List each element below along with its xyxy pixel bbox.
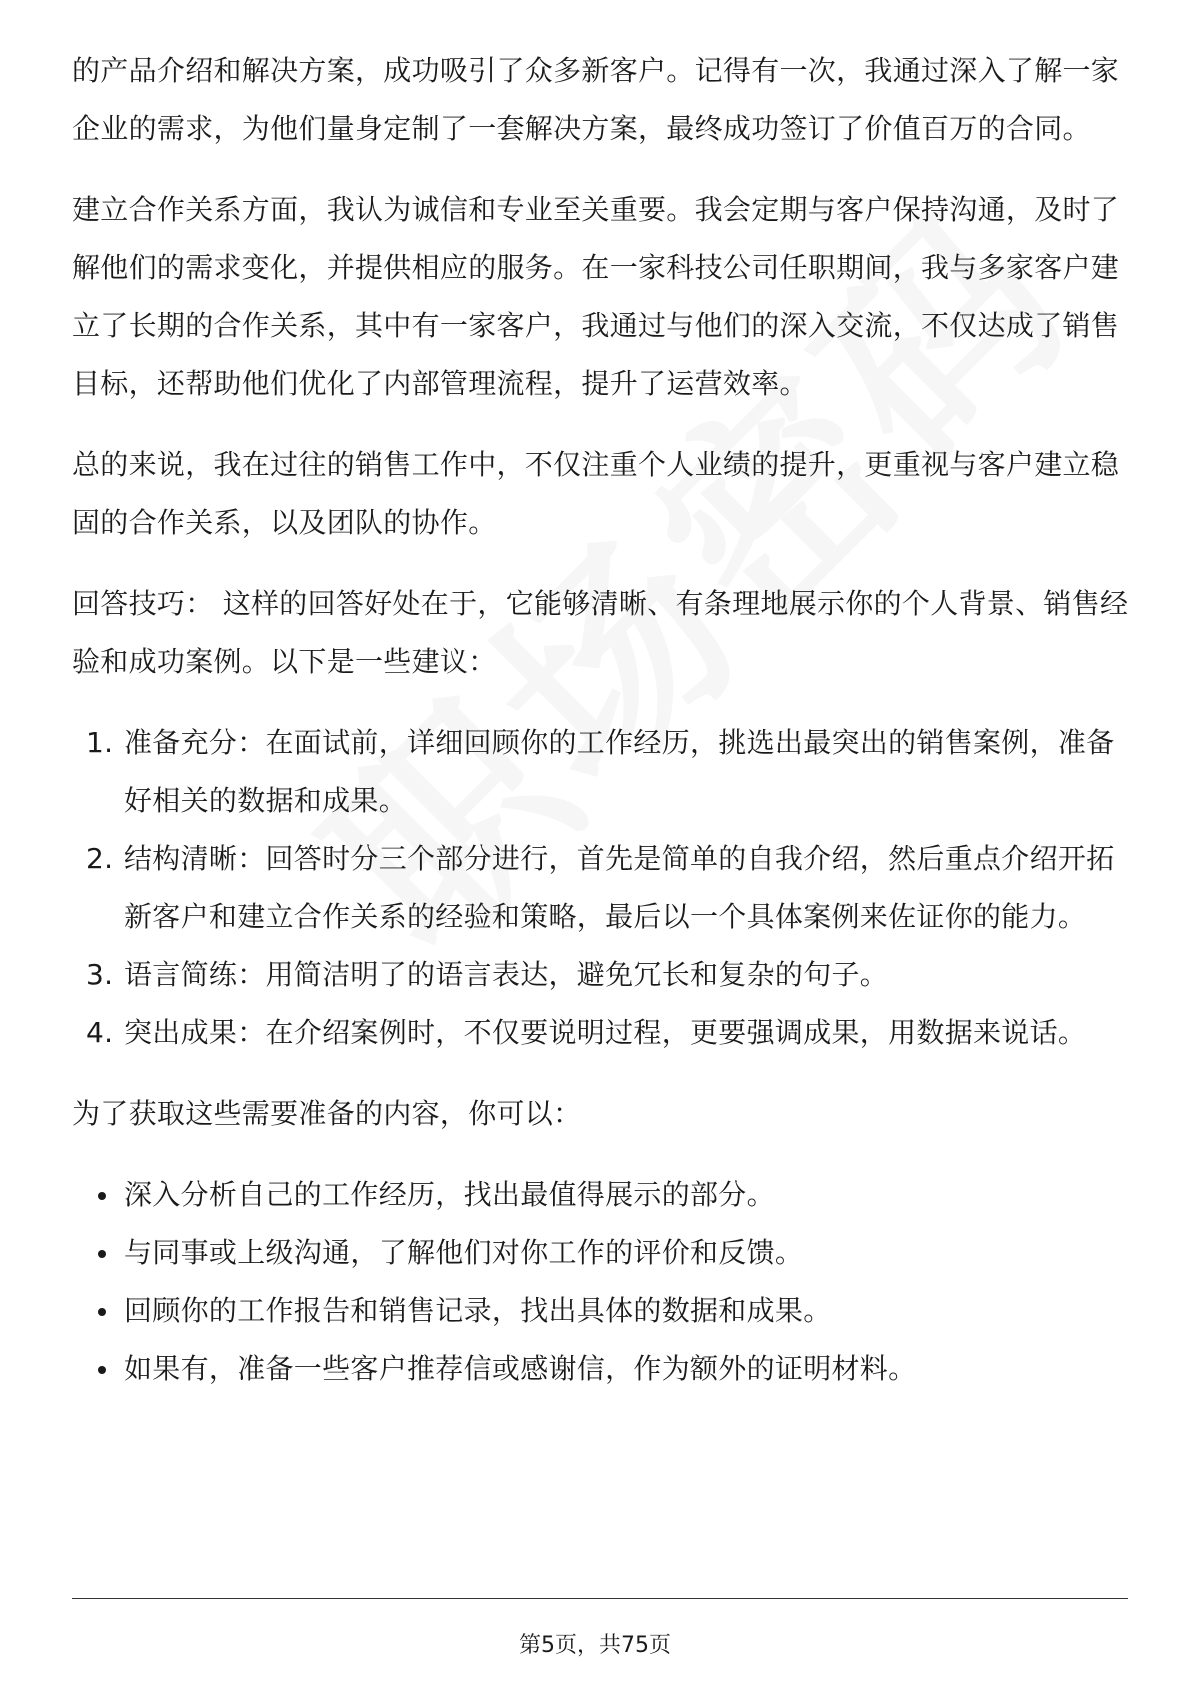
bullet-icon xyxy=(98,1366,106,1374)
list-item-text: 突出成果：在介绍案例时，不仅要说明过程，更要强调成果，用数据来说话。 xyxy=(124,1016,1087,1049)
list-item-text: 回顾你的工作报告和销售记录，找出具体的数据和成果。 xyxy=(124,1294,832,1327)
list-item-text: 与同事或上级沟通，了解他们对你工作的评价和反馈。 xyxy=(124,1236,804,1269)
preparation-bullet-list xyxy=(72,1166,1132,1398)
list-item-text: 深入分析自己的工作经历，找出最值得展示的部分。 xyxy=(124,1178,775,1211)
paragraph-summary: 总的来说，我在过往的销售工作中，不仅注重个人业绩的提升，更重视与客户建立稳固的合作关系，以及团队的协作。 xyxy=(72,448,1120,539)
list-item xyxy=(72,714,1132,830)
paragraph-product-intro: 的产品介绍和解决方案，成功吸引了众多新客户。记得有一次，我通过深入了解一家企业的需求，为他们量身定制了一套解决方案，最终成功签订了价值百万的合同。 xyxy=(72,54,1120,145)
footer-divider xyxy=(72,1598,1128,1599)
paragraph-partnership: 建立合作关系方面，我认为诚信和专业至关重要。我会定期与客户保持沟通，及时了解他们的需求变化，并提供相应的服务。在一家科技公司任职期间，我与多家客户建立了长期的合作关系，其中有一家客户，我通过与他们的深入交流，不仅达成了销售目标，还帮助他们优化了内部管理流程，提升了运营效率。 xyxy=(72,193,1120,400)
list-item xyxy=(72,1166,1132,1224)
list-item-text: 结构清晰：回答时分三个部分进行，首先是简单的自我介绍，然后重点介绍开拓新客户和建立合作关系的经验和策略，最后以一个具体案例来佐证你的能力。 xyxy=(124,842,1115,933)
bullet-icon xyxy=(98,1192,106,1200)
list-item xyxy=(72,1282,1132,1340)
list-item-number: 4. xyxy=(86,1016,114,1049)
list-item-text: 如果有，准备一些客户推荐信或感谢信，作为额外的证明材料。 xyxy=(124,1352,917,1385)
list-item-text: 语言简练：用简洁明了的语言表达，避免冗长和复杂的句子。 xyxy=(124,958,889,991)
list-item xyxy=(72,1340,1132,1398)
page-number: 第5页，共75页 xyxy=(519,1633,671,1658)
paragraph-preparation: 为了获取这些需要准备的内容，你可以： xyxy=(72,1097,582,1130)
list-item xyxy=(72,830,1132,946)
list-item xyxy=(72,946,1132,1004)
list-item-number: 3. xyxy=(86,958,114,991)
list-item-number: 2. xyxy=(86,842,114,875)
bullet-icon xyxy=(98,1308,106,1316)
bullet-icon xyxy=(98,1250,106,1258)
list-item xyxy=(72,1224,1132,1282)
tips-numbered-list xyxy=(72,714,1132,1062)
list-item-text: 准备充分：在面试前，详细回顾你的工作经历，挑选出最突出的销售案例，准备好相关的数据和成果。 xyxy=(124,726,1115,817)
page-content xyxy=(72,42,1132,1398)
paragraph-answer-tips: 回答技巧： 这样的回答好处在于，它能够清晰、有条理地展示你的个人背景、销售经验和成功案例。以下是一些建议： xyxy=(72,587,1129,678)
list-item-number: 1. xyxy=(86,726,114,759)
list-item xyxy=(72,1004,1132,1062)
